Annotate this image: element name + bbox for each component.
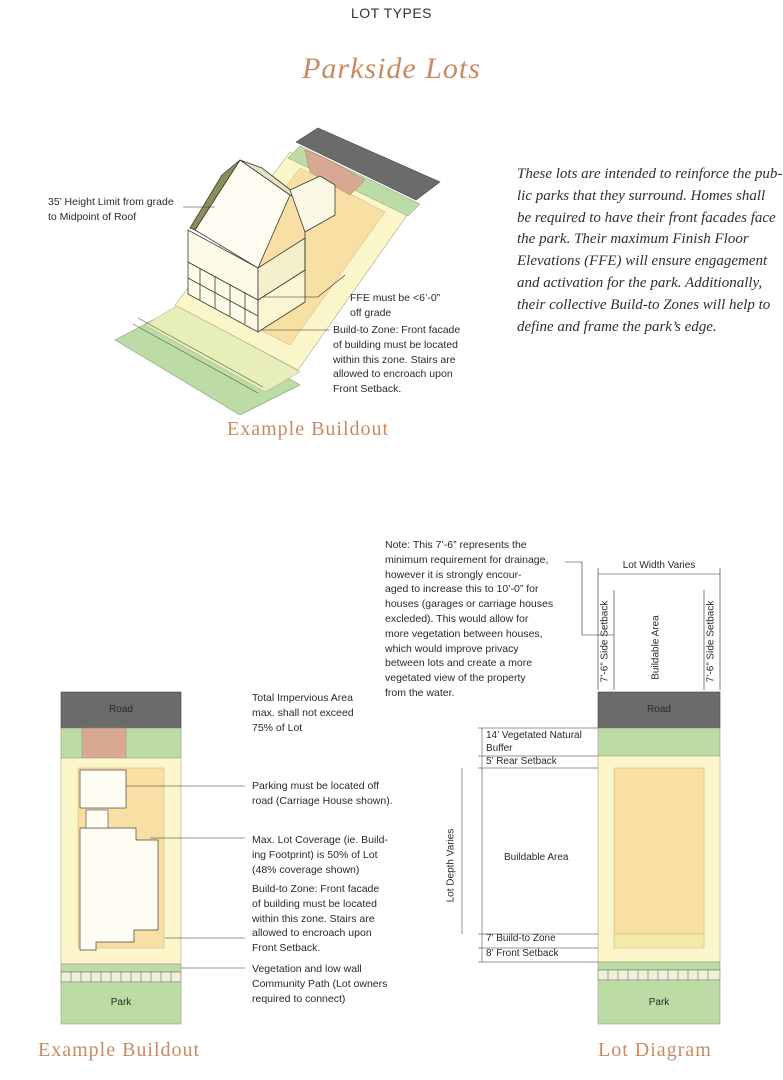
note-line: allowed to encroach upon	[252, 927, 372, 940]
note-line: max. shall not exceed	[252, 706, 354, 719]
note-line: within this zone. Stairs are	[333, 353, 456, 366]
note-line: Total Impervious Area	[252, 692, 353, 704]
note-line: between lots and create a more	[385, 657, 533, 670]
intro-line: be required to have their front facades face	[517, 209, 776, 226]
note-line: however it is strongly encour-	[385, 568, 522, 581]
height-limit-note	[48, 195, 174, 225]
plan-front-veg	[61, 964, 181, 972]
note-line: houses (garages or carriage houses	[385, 598, 554, 611]
intro-line: Elevations (FFE) will ensure engagement	[517, 253, 768, 270]
build-to-zone-label: 7’ Build-to Zone	[486, 933, 556, 944]
intro-line: lic parks that they surround. Homes shall	[517, 187, 766, 204]
coverage-note	[252, 833, 388, 877]
lot-front-veg	[598, 962, 720, 970]
rear-setback-label: 5’ Rear Setback	[486, 756, 557, 767]
lot-depth-label: Lot Depth Varies	[445, 828, 457, 903]
ffe-note	[350, 291, 440, 321]
plan-small-wing	[86, 810, 108, 828]
note-line: Front Setback.	[333, 383, 402, 396]
note-line: FFE must be <6’-0”	[350, 292, 441, 304]
note-line: Build-to Zone: Front facade	[252, 883, 380, 895]
front-setback-label: 8’ Front Setback	[486, 948, 559, 959]
note-line: required to connect)	[252, 992, 346, 1005]
intro-line: These lots are intended to reinforce the pub-	[517, 166, 783, 182]
label-line: Buffer	[486, 743, 513, 754]
page-title: Parkside Lots	[302, 52, 481, 85]
buildable-area-label: Buildable Area	[504, 852, 569, 863]
plan-build-to-note	[252, 882, 379, 956]
lot-diagram-drawing	[400, 540, 783, 1030]
lot-path	[598, 970, 720, 980]
note-line: allowed to encroach upon	[333, 368, 453, 381]
note-line: Max. Lot Coverage (ie. Build-	[252, 834, 388, 846]
lot-buildable-area	[614, 768, 704, 934]
plan-road-label: Road	[109, 704, 133, 715]
impervious-note	[252, 691, 354, 735]
intro-line: define and frame the park’s edge.	[517, 318, 717, 335]
note-line: ing Footprint) is 50% of Lot	[252, 848, 378, 861]
note-line: (48% coverage shown)	[252, 863, 360, 876]
note-line: vegetated view of the property	[385, 672, 526, 685]
intro-line: the park. Their maximum Finish Floor	[517, 231, 749, 248]
note-line: Build-to Zone: Front facade	[333, 324, 461, 336]
buildable-vertical-label: Buildable Area	[650, 615, 662, 680]
note-line: minimum requirement for drainage,	[385, 553, 549, 566]
note-line: Front Setback.	[252, 942, 321, 955]
intro-line: their collective Build-to Zones will help to	[517, 296, 771, 313]
plan-carriage-house	[80, 770, 126, 808]
note-line: aged to increase this to 10’-0” for	[385, 583, 539, 596]
note-line: excleded). This would allow for	[385, 612, 529, 625]
note-line: Community Path (Lot owners	[252, 977, 388, 990]
note-line: Parking must be located off	[252, 780, 380, 792]
note-line: Vegetation and low wall	[252, 963, 362, 975]
side-setback-right-label: 7’-6” Side Setback	[705, 600, 717, 683]
note-line: Note: This 7’-6” represents the	[385, 539, 527, 551]
plan-caption: Example Buildout	[38, 1039, 201, 1061]
parking-note	[252, 779, 393, 809]
iso-build-to-note	[333, 323, 460, 397]
note-line: from the water.	[385, 686, 455, 699]
note-line: off grade	[350, 306, 392, 319]
plan-park-label: Park	[110, 997, 132, 1008]
lot-park-label: Park	[648, 997, 670, 1008]
lot-buffer	[598, 728, 720, 756]
note-line: of building must be located	[333, 338, 458, 351]
intro-line: and activation for the park. Additionally,	[517, 274, 763, 291]
note-line: 35’ Height Limit from grade	[48, 196, 174, 208]
plan-parking	[82, 728, 126, 758]
note-line: to Midpoint of Roof	[48, 210, 137, 223]
section-header: LOT TYPES	[350, 5, 432, 21]
iso-caption: Example Buildout	[227, 418, 390, 440]
side-setback-left-label: 7’-6” Side Setback	[599, 600, 611, 683]
label-line: 14’ Vegetated Natural	[486, 730, 582, 741]
lot-caption: Lot Diagram	[598, 1039, 712, 1061]
lot-build-to-zone	[614, 934, 704, 948]
note-line: which would improve privacy	[385, 642, 519, 655]
note-line: within this zone. Stairs are	[252, 912, 375, 925]
lot-width-label: Lot Width Varies	[622, 560, 696, 571]
buffer-label	[486, 729, 582, 755]
vegetation-note	[252, 962, 387, 1006]
note-line: road (Carriage House shown).	[252, 794, 393, 807]
lot-road-label: Road	[647, 704, 671, 715]
note-line: 75% of Lot	[252, 721, 303, 734]
note-line: more vegetation between houses,	[385, 627, 543, 640]
note-line: of building must be located	[252, 897, 377, 910]
